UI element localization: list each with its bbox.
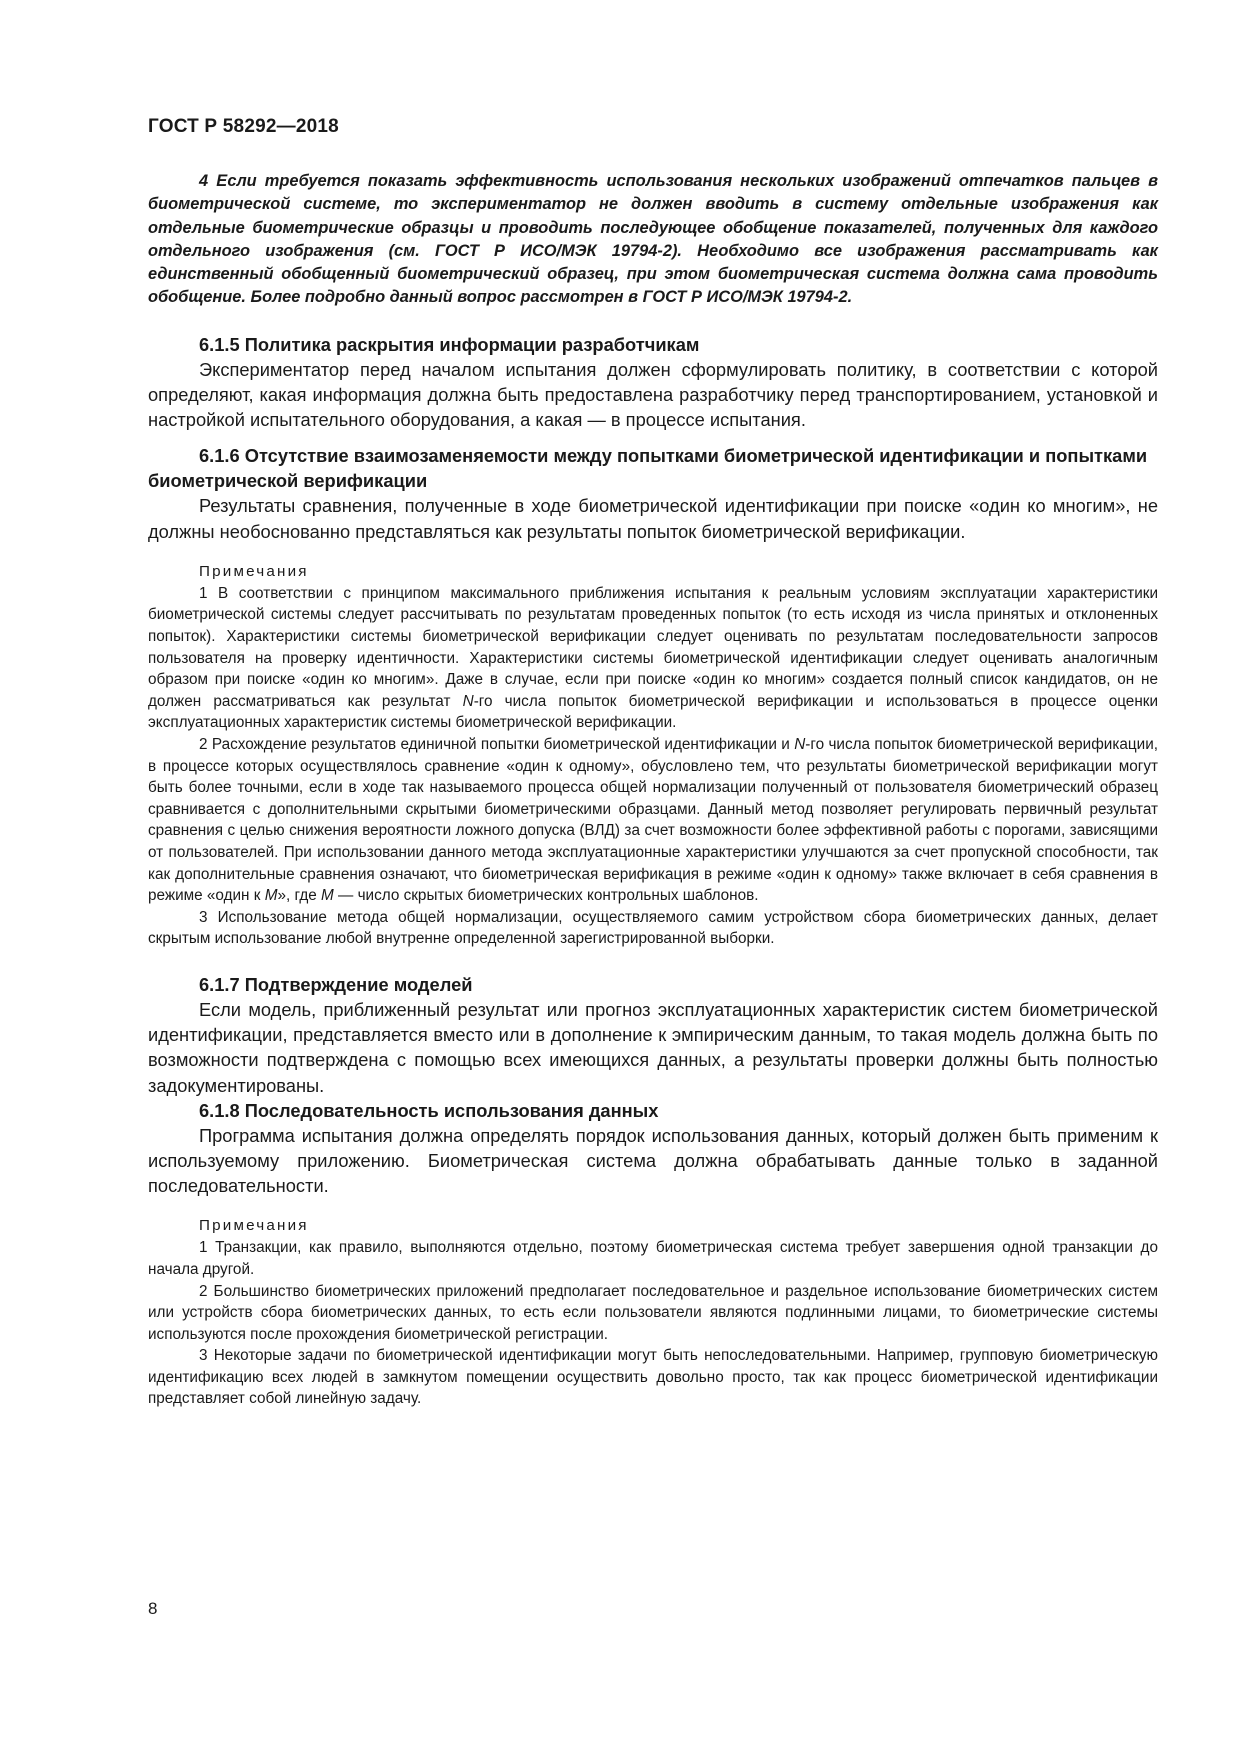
section-6-1-8-notes-label: Примечания xyxy=(199,1217,309,1235)
section-6-1-8-note-1: 1 Транзакции, как правило, выполняются отдельно, поэтому биометрическая система требует завершения одной транзакции до начала другой. xyxy=(148,1239,1158,1278)
note-4-italic: 4 Если требуется показать эффективность использования нескольких изображений отпечатков пальцев в биометрической системе, то экспериментатор не должен вводить в систему отдельные изображения как отдельные биометрические образцы и проводить последующее обобщение показателей, полученных для каждого отдельного изображения (см. ГОСТ Р ИСО/МЭК 19794-2). Необходимо все изображения рассматривать как единственный обобщенный биометрический образец, при этом биометрическая система должна сама проводить обобщение. Более подробно данный вопрос рассмотрен в ГОСТ Р ИСО/МЭК 19794-2. xyxy=(148,172,1158,307)
note-2-part-a: 2 Расхождение результатов единичной попытки биометрической идентификации и xyxy=(199,735,795,753)
note-1-part-b: -го числа попыток биометрической верификации и использоваться в процессе оценки эксплуатационных характеристик системы биометрической верификации. xyxy=(148,692,1158,732)
section-6-1-6-note-3: 3 Использование метода общей нормализации, осуществляемого самим устройством сбора биометрических данных, делает скрытым использование любой внутренне определенной зарегистрированной выборки. xyxy=(148,908,1158,948)
section-6-1-6-notes-label: Примечания xyxy=(199,562,309,580)
note-2-variable-m: M xyxy=(264,887,278,905)
section-6-1-6-note-2 xyxy=(148,734,1158,907)
section-6-1-5-title: 6.1.5 Политика раскрытия информации разработчикам xyxy=(199,333,700,355)
document-header: ГОСТ Р 58292—2018 xyxy=(148,116,339,137)
section-6-1-8-title: 6.1.8 Последовательность использования данных xyxy=(199,1099,659,1121)
section-6-1-8-note-3: 3 Некоторые задачи по биометрической идентификации могут быть непоследовательными. Например, групповую биометрическую идентификацию всех людей в замкнутом помещении осуществить довольно просто, так как процесс биометрической идентификации представляет собой линейную задачу. xyxy=(148,1347,1158,1408)
section-6-1-6-note-1 xyxy=(148,583,1158,734)
section-6-1-7-text: Если модель, приближенный результат или прогноз эксплуатационных характеристик систем биометрической идентификации, представляется вместо или в дополнение к эмпирическим данным, то такая модель должна быть по возможности подтверждена с помощью всех имеющихся данных, а результаты проверки должны быть полностью задокументированы. xyxy=(148,998,1158,1096)
section-6-1-8-note-2: 2 Большинство биометрических приложений предполагает последовательное и раздельное использование биометрических систем или устройств сбора биометрических данных, то есть если пользователи являются подлинными лицами, то биометрические системы используются после прохождения биометрической регистрации. xyxy=(148,1282,1158,1343)
page-number: 8 xyxy=(148,1599,158,1618)
section-6-1-6-text: Результаты сравнения, полученные в ходе биометрической идентификации при поиске «один ко многим», не должны необоснованно представляться как результаты попыток биометрической верификации. xyxy=(148,495,1158,542)
note-2-part-c: », где xyxy=(277,887,322,905)
note-1-part-a: 1 В соответствии с принципом максимального приближения испытания к реальным условиям эксплуатации характеристики биометрической системы следует рассчитывать по результатам проведенных попыток (то есть исходя из числа принятых и отклоненных попыток). Характеристики системы биометрической верификации следует оценивать по результатам последовательности запросов пользователя на проверку идентичности. Характеристики системы биометрической идентификации следует оценивать аналогичным образом при поиске «один ко многим». Даже в случае, если при поиске «один ко многим» создается полный список кандидатов, он не должен рассматриваться как результат xyxy=(148,584,1158,710)
page-content xyxy=(148,170,1158,1410)
section-6-1-7-title: 6.1.7 Подтверждение моделей xyxy=(199,973,473,995)
note-2-variable-n: N xyxy=(794,735,806,753)
section-6-1-6-title: 6.1.6 Отсутствие взаимозаменяемости между попытками биометрической идентификации и попытками биометрической верификации xyxy=(148,445,1148,492)
note-2-variable-m-2: M xyxy=(321,887,334,905)
note-2-part-b: -го числа попыток биометрической верификации, в процессе которых осуществлялось сравнение «один к одному», обусловлено тем, что результаты биометрической верификации могут быть более точными, если в ходе так называемого процесса общей нормализации полученный от пользователя биометрический образец сравнивается с дополнительными скрытыми биометрическими образцами. Данный метод позволяет регулировать первичный результат сравнения с целью снижения вероятности ложного допуска (ВЛД) за счет возможности более эффективной работы с порогами, зависящими от пользователей. При использовании данного метода эксплуатационные характеристики улучшаются за счет пропускной способности, так как дополнительные сравнения означают, что биометрическая верификация в режиме «один к одному» также включает в себя сравнения в режиме «один к xyxy=(148,735,1158,905)
section-6-1-5-text: Экспериментатор перед началом испытания должен сформулировать политику, в соответствии с которой определяют, какая информация должна быть предоставлена разработчику перед транспортированием, установкой и настройкой испытательного оборудования, а какая — в процессе испытания. xyxy=(148,358,1158,431)
note-2-part-d: — число скрытых биометрических контрольных шаблонов. xyxy=(333,887,759,905)
note-1-variable-n: N xyxy=(462,692,474,710)
section-6-1-8-text: Программа испытания должна определять порядок использования данных, который должен быть применим к используемому приложению. Биометрическая система должна обрабатывать данные только в заданной последовательности. xyxy=(148,1124,1158,1197)
